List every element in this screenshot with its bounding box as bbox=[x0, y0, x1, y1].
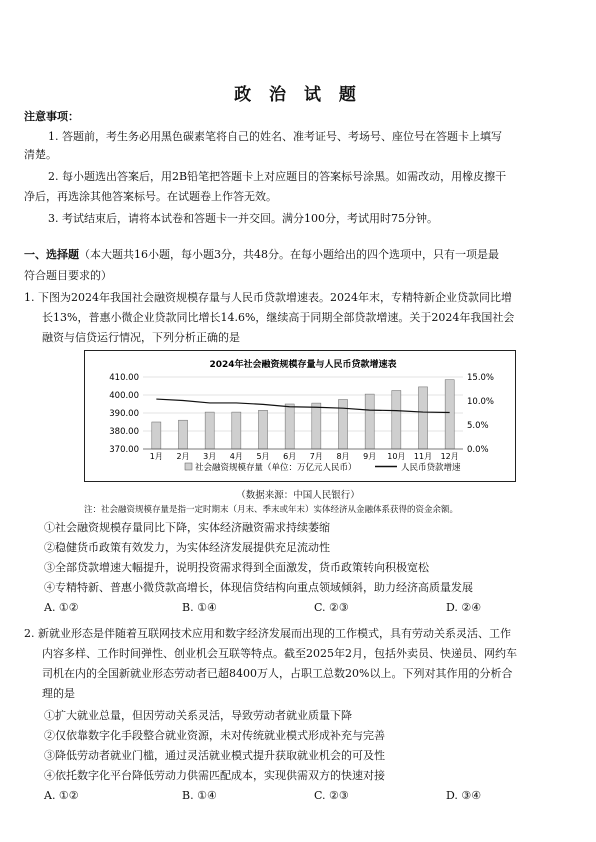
bar bbox=[312, 403, 321, 449]
q2-choices bbox=[44, 786, 574, 806]
legend-bar-swatch bbox=[185, 463, 192, 470]
notice-item-3: 3. 考试结束后，请将本试卷和答题卡一并交回。满分100分，考试用时75分钟。 bbox=[48, 212, 438, 225]
bar bbox=[445, 380, 454, 449]
q2-stem-line-4: 理的是 bbox=[42, 687, 75, 700]
bar bbox=[258, 410, 267, 449]
y-left-tick-label: 370.00 bbox=[109, 445, 139, 455]
q1-option-3: ③全部贷款增速大幅提升，说明投资需求得到全面激发，货币政策转向积极宽松 bbox=[44, 561, 429, 574]
bar bbox=[232, 412, 241, 449]
y-right-tick-label: 5.0% bbox=[467, 421, 489, 431]
bar bbox=[365, 394, 374, 449]
x-tick-label: 7月 bbox=[309, 452, 323, 461]
loan-chart bbox=[84, 350, 516, 482]
q1-choice-a: A. ①② bbox=[44, 601, 79, 614]
y-left-tick-label: 390.00 bbox=[109, 409, 139, 419]
q1-option-2: ②稳健货币政策有效发力，为实体经济发展提供充足流动性 bbox=[44, 541, 330, 554]
legend-bar-label: 社会融资规模存量（单位：万亿元人民币） bbox=[195, 463, 357, 473]
q1-choices bbox=[44, 598, 574, 618]
q1-choice-d: D. ②④ bbox=[446, 601, 482, 614]
q2-stem-line-2: 内容多样、工作时间弹性、创业机会互联等特点。截至2025年2月，包括外卖员、快递员、网约车 bbox=[42, 647, 517, 660]
q1-stem-line-3: 融资与信贷运行情况，下列分析正确的是 bbox=[42, 331, 240, 344]
x-tick-label: 9月 bbox=[363, 452, 377, 461]
section-title: 一、选择题 bbox=[24, 248, 79, 261]
chart-svg bbox=[85, 351, 515, 481]
y-left-tick-label: 400.00 bbox=[109, 391, 139, 401]
x-tick-label: 11月 bbox=[413, 452, 433, 461]
chart-title: 2024年社会融资规模存量与人民币贷款增速表 bbox=[209, 360, 397, 370]
x-tick-label: 8月 bbox=[336, 452, 350, 461]
y-right-tick-label: 10.0% bbox=[467, 397, 495, 407]
y-left-tick-label: 410.00 bbox=[109, 373, 139, 383]
q1-stem-line-1: 1. 下图为2024年我国社会融资规模存量与人民币贷款增速表。2024年末，专精特新企业贷款同比增 bbox=[24, 291, 512, 304]
q2-choice-a: A. ①② bbox=[44, 789, 79, 802]
x-tick-label: 10月 bbox=[387, 452, 406, 461]
x-tick-label: 1月 bbox=[149, 452, 163, 461]
notice-item-2-cont: 净后，再选涂其他答案标号。在试题卷上作答无效。 bbox=[24, 190, 277, 203]
bar bbox=[178, 420, 187, 449]
bar bbox=[285, 404, 294, 449]
q2-option-4: ④依托数字化平台降低劳动力供需匹配成本，实现供需双方的快速对接 bbox=[44, 769, 385, 782]
x-tick-label: 3月 bbox=[203, 452, 217, 461]
x-tick-label: 5月 bbox=[256, 452, 270, 461]
section-desc: （本大题共16小题，每小题3分，共48分。在每小题给出的四个选项中，只有一项是最 bbox=[79, 248, 499, 261]
x-tick-label: 12月 bbox=[440, 452, 459, 461]
notice-heading: 注意事项： bbox=[24, 110, 79, 123]
q2-option-2: ②仅依靠数字化手段整合就业资源，未对传统就业模式形成补充与完善 bbox=[44, 729, 385, 742]
page-title: 政 治 试 题 bbox=[234, 85, 362, 105]
chart-note: 注：社会融资规模存量是指一定时期末（月末、季末或年末）实体经济从金融体系获得的资金余额。 bbox=[84, 505, 459, 515]
x-tick-label: 6月 bbox=[283, 452, 297, 461]
q2-option-3: ③降低劳动者就业门槛，通过灵活就业模式提升获取就业机会的可及性 bbox=[44, 749, 385, 762]
q2-stem-line-1: 2. 新就业形态是伴随着互联网技术应用和数字经济发展而出现的工作模式，具有劳动关系灵活、工作 bbox=[24, 627, 511, 640]
bar bbox=[418, 387, 427, 449]
bar bbox=[338, 400, 347, 450]
x-tick-label: 2月 bbox=[176, 452, 190, 461]
q1-stem-line-2: 长13%，普惠小微企业贷款同比增长14.6%，继续高于同期全部贷款增速。关于2024年我国社会 bbox=[42, 311, 515, 324]
x-tick-label: 4月 bbox=[229, 452, 243, 461]
q1-option-4: ④专精特新、普惠小微贷款高增长，体现信贷结构向重点领域倾斜，助力经济高质量发展 bbox=[44, 581, 473, 594]
bar bbox=[205, 412, 214, 449]
bar bbox=[152, 422, 161, 449]
bar bbox=[392, 391, 401, 450]
q2-option-1: ①扩大就业总量，但因劳动关系灵活，导致劳动者就业质量下降 bbox=[44, 709, 352, 722]
notice-item-1-cont: 清楚。 bbox=[24, 148, 57, 161]
q2-choice-c: C. ②③ bbox=[314, 789, 349, 802]
q1-choice-c: C. ②③ bbox=[314, 601, 349, 614]
q2-choice-d: D. ③④ bbox=[446, 789, 482, 802]
section-desc-cont: 符合题目要求的） bbox=[24, 269, 112, 282]
y-left-tick-label: 380.00 bbox=[109, 427, 139, 437]
q1-choice-b: B. ①④ bbox=[182, 601, 217, 614]
q2-stem-line-3: 司机在内的全国新就业形态劳动者已超8400万人，占职工总数20%以上。下列对其作用的分析合 bbox=[42, 667, 513, 680]
line-series-loan-growth bbox=[156, 399, 449, 412]
legend-line-label: 人民币贷款增速 bbox=[401, 463, 461, 473]
section-header bbox=[24, 245, 576, 265]
q2-choice-b: B. ①④ bbox=[182, 789, 217, 802]
y-right-tick-label: 0.0% bbox=[467, 445, 489, 455]
notice-item-2: 2. 每小题选出答案后，用2B铅笔把答题卡上对应题目的答案标号涂黑。如需改动，用橡皮擦干 bbox=[48, 170, 507, 183]
y-right-tick-label: 15.0% bbox=[467, 373, 495, 383]
q1-option-1: ①社会融资规模存量同比下降，实体经济融资需求持续萎缩 bbox=[44, 521, 330, 534]
notice-item-1: 1. 答题前，考生务必用黑色碳素笔将自己的姓名、准考证号、考场号、座位号在答题卡上填写 bbox=[48, 130, 502, 143]
chart-source: （数据来源：中国人民银行） bbox=[236, 490, 360, 501]
